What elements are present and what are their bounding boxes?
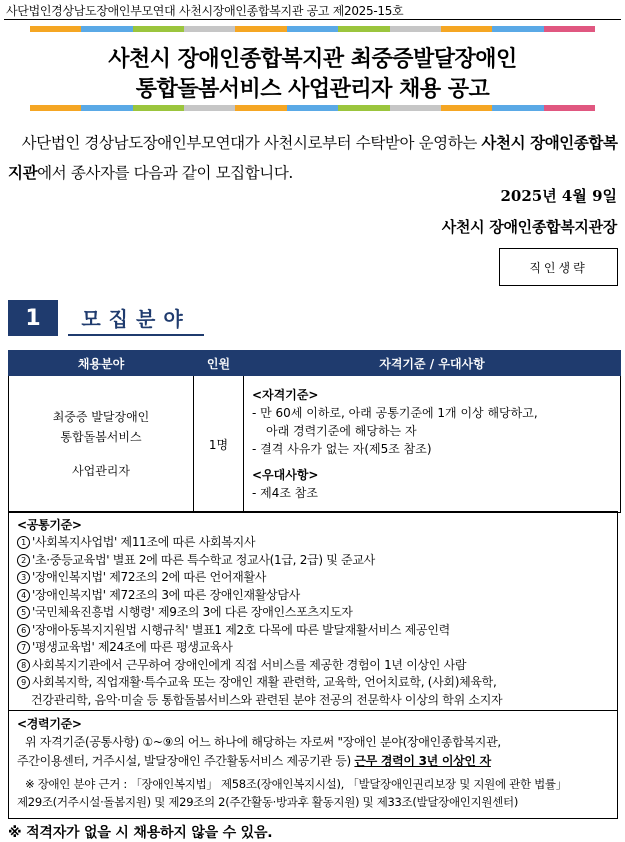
- qual-title: <자격기준>: [252, 388, 319, 402]
- intro-paragraph: [8, 128, 620, 188]
- stripe-segment: [492, 105, 543, 111]
- item-number-badge: 3: [17, 571, 30, 584]
- stripe-segment: [184, 105, 235, 111]
- stripe-segment: [390, 105, 441, 111]
- item-number-badge: 8: [17, 659, 30, 672]
- stripe-segment: [492, 26, 543, 32]
- career-text-2a: 주간이용센터, 거주시설, 발달장애인 주간활동서비스 제공기관 등): [17, 754, 355, 768]
- bottom-color-stripe: [30, 105, 595, 111]
- stripe-segment: [133, 105, 184, 111]
- footer-note: ※ 적격자가 없을 시 채용하지 않을 수 있음.: [8, 825, 273, 841]
- item-number-badge: 4: [17, 589, 30, 602]
- career-criteria-box: [8, 711, 618, 819]
- list-item: [17, 674, 609, 692]
- list-item: [17, 622, 609, 640]
- item-text: '장애인복지법' 제72조의 2에 따른 언어재활사: [32, 570, 267, 584]
- table-row: [9, 376, 621, 513]
- common-criteria-title: <공통기준>: [17, 518, 82, 532]
- stripe-segment: [441, 105, 492, 111]
- section-title: 모집분야: [68, 300, 204, 336]
- list-item: [17, 534, 609, 552]
- pref-title: <우대사항>: [252, 468, 319, 482]
- field-cell: [9, 376, 194, 513]
- stripe-segment: [390, 26, 441, 32]
- header-qualification: 자격기준 / 우대사항: [244, 351, 621, 376]
- stripe-segment: [287, 26, 338, 32]
- page-title-line-2: 통합돌봄서비스 사업관리자 채용 공고: [135, 77, 490, 102]
- list-item: [17, 604, 609, 622]
- item-text: '국민체육진흥법 시행령' 제9조의 3에 다른 장애인스포츠지도자: [32, 605, 353, 619]
- issuing-organization: 사천시 장애인종합복지관장: [441, 218, 617, 236]
- pref-item-1: - 제4조 참조: [252, 486, 318, 500]
- header-divider: [4, 19, 621, 20]
- item-number-badge: 9: [17, 676, 30, 689]
- stripe-segment: [287, 105, 338, 111]
- career-note: [17, 775, 609, 811]
- common-criteria-box: [8, 511, 618, 711]
- header-field: 채용분야: [9, 351, 194, 376]
- qual-item-1: - 만 60세 이하로, 아래 공통기준에 1개 이상 해당하고,: [252, 406, 538, 420]
- list-item: [17, 657, 609, 675]
- item-text: 사회복지학, 직업재활·특수교육 또는 장애인 재활 관련학, 교육학, 언어치료학, (사회)체육학,: [32, 675, 497, 689]
- item-number-badge: 1: [17, 536, 30, 549]
- section-number: 1: [8, 300, 58, 336]
- header-count: 인원: [194, 351, 244, 376]
- career-text-2-bold: 근무 경력이 3년 이상인 자: [354, 754, 491, 768]
- stripe-segment: [235, 26, 286, 32]
- stripe-segment: [338, 105, 389, 111]
- field-line-3: 사업관리자: [72, 464, 130, 478]
- seal-omitted-box: 직인생략: [499, 248, 618, 286]
- item-text: '평생교육법' 제24조에 따른 평생교육사: [32, 640, 233, 654]
- item-text: '장애인복지법' 제72조의 3에 따른 장애인재활상담사: [32, 587, 300, 602]
- stripe-segment: [544, 26, 595, 32]
- common-item-9-cont: 건강관리학, 음악·미술 등 통합돌봄서비스와 관련된 분야 전공의 전문학사 이상의 학위 소지자: [31, 692, 503, 707]
- qualification-cell: [244, 376, 621, 513]
- list-item: [17, 587, 609, 605]
- item-text: '사회복지사업법' 제11조에 따른 사회복지사: [32, 535, 256, 549]
- intro-part-1: 사단법인 경상남도장애인부모연대가 사천시로부터 수탁받아 운영하는: [21, 134, 482, 152]
- recruitment-table: [8, 350, 621, 513]
- career-text-1: 위 자격기준(공통사항) ①~⑨의 어느 하나에 해당하는 자로써 "장애인 분야(장애인종합복지관,: [25, 735, 501, 749]
- field-line-2: 통합돌봄서비스: [60, 430, 142, 444]
- item-number-badge: 7: [17, 641, 30, 654]
- career-note-2: 제29조(거주시설·돌봄지원) 및 제29조의 2(주간활동·방과후 활동지원) 및 제33조(발달장애인지원센터): [17, 795, 519, 809]
- top-color-stripe: [30, 26, 595, 32]
- career-text-2: [17, 752, 609, 771]
- qual-item-1-cont: 아래 경력기준에 해당하는 자: [266, 424, 417, 438]
- item-number-badge: 5: [17, 606, 30, 619]
- announcement-header: 사단법인경상남도장애인부모연대 사천시장애인종합복지관 공고 제2025-15호: [6, 4, 404, 18]
- item-text: '장애아동복지지원법 시행규칙' 별표1 제2호 다목에 따른 발달재활서비스 제공인력: [32, 622, 450, 637]
- stripe-segment: [30, 26, 81, 32]
- career-criteria-title: <경력기준>: [17, 717, 82, 731]
- stripe-segment: [235, 105, 286, 111]
- stripe-segment: [133, 26, 184, 32]
- stripe-segment: [30, 105, 81, 111]
- stripe-segment: [81, 105, 132, 111]
- career-note-1: ※ 장애인 분야 근거 : 「장애인복지법」 제58조(장애인복지시설), 「발달장애인권리보장 및 지원에 관한 법률」: [25, 777, 567, 791]
- stripe-segment: [544, 105, 595, 111]
- item-number-badge: 2: [17, 554, 30, 567]
- count-cell: 1명: [194, 376, 244, 513]
- item-text: '초·중등교육법' 별표 2에 따른 특수학교 정교사(1급, 2급) 및 준교사: [32, 552, 375, 567]
- intro-bold: 사천시 장애인종합복지관: [8, 133, 618, 182]
- qual-item-2: - 결격 사유가 없는 자(제5조 참조): [252, 442, 432, 456]
- item-number-badge: 6: [17, 624, 30, 637]
- page-title-line-1: 사천시 장애인종합복지관 최중증발달장애인: [108, 47, 517, 72]
- stripe-segment: [441, 26, 492, 32]
- item-text: 사회복지기관에서 근무하여 장애인에게 직접 서비스를 제공한 경험이 1년 이상인 사람: [32, 657, 467, 672]
- intro-part-2: 에서 종사자를 다음과 같이 모집합니다.: [37, 164, 293, 182]
- list-item: [17, 569, 609, 587]
- stripe-segment: [184, 26, 235, 32]
- common-criteria-list: [17, 534, 609, 692]
- stripe-segment: [338, 26, 389, 32]
- list-item: [17, 552, 609, 570]
- stripe-segment: [81, 26, 132, 32]
- announcement-date: 2025년 4월 9일: [500, 187, 617, 205]
- table-header-row: [9, 351, 621, 376]
- list-item: [17, 639, 609, 657]
- field-line-1: 최중증 발달장애인: [52, 410, 150, 424]
